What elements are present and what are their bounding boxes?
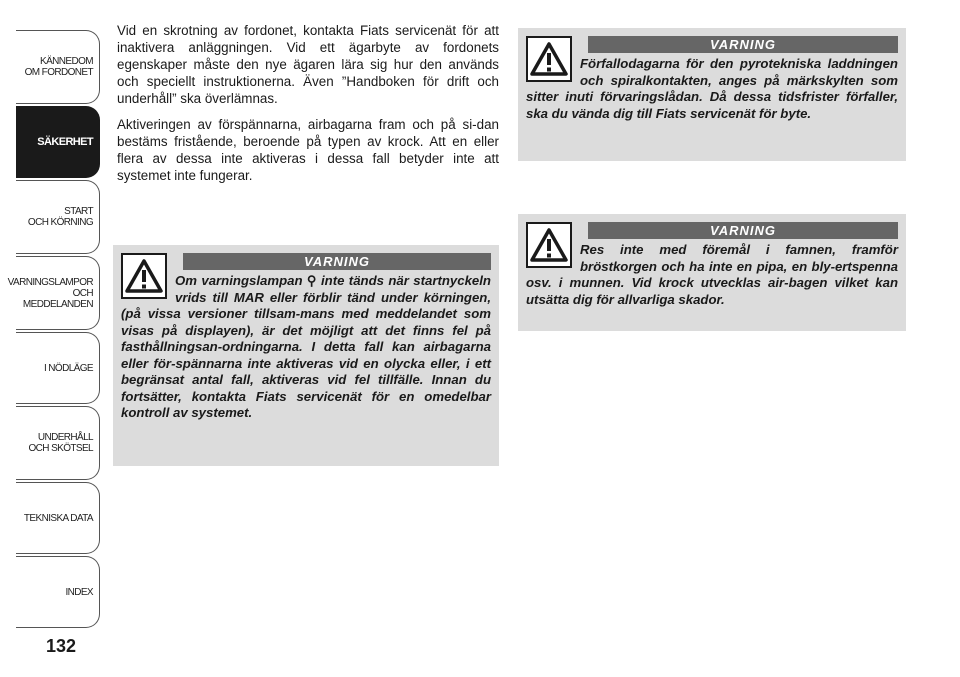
tab-underhall-och-skotsel[interactable] [16,406,100,480]
tab-label: KÄNNEDOM OM FORDONET [24,56,93,78]
tab-label: I NÖDLÄGE [43,362,93,374]
warning-box-airbag-lamp [113,245,499,466]
warning-box-pyrotechnic [518,28,906,161]
tab-label: TEKNISKA DATA [23,512,93,524]
tab-index[interactable] [16,556,100,628]
tab-kannedom-om-fordonet[interactable] [16,30,100,104]
warning-text: Förfallodagarna för den pyrotekniska laddningen och spiralkontakten, anges på märkskylten som sitter inuti förvaringslådan. Då dessa tidsfrister förfaller, ska du vända dig till Fiats servicenät för byte. [526,56,898,121]
warning-title: VARNING [588,222,898,239]
warning-box-objects-lap [518,214,906,331]
warning-triangle-icon [121,253,167,299]
tab-varningslampor[interactable] [7,256,100,330]
tab-tekniska-data[interactable] [16,482,100,554]
warning-title: VARNING [183,253,491,270]
tab-label: VARNINGSLAMPOR OCH MEDDELANDEN [7,276,93,310]
tab-start-och-korning[interactable] [16,180,100,254]
intro-text [117,22,499,193]
airbag-warning-lamp-icon: ⚲ [306,273,317,288]
intro-paragraph-2: Aktiveringen av förspännarna, airbagarna fram och på si-dan bestäms fristående, beroende på typen av krock. Att en eller flera av dessa inte aktiveras i dessa fall betyder inte att systemet inte fungerar. [117,117,499,183]
tab-i-nodlage[interactable] [16,332,100,404]
tab-label: INDEX [65,586,93,598]
warning-triangle-icon [526,222,572,268]
warning-text [121,273,491,422]
warning-text-start: Om varningslampan [175,273,307,288]
tab-sakerhet[interactable] [16,106,100,178]
tab-label: SÄKERHET [37,135,93,148]
page-number: 132 [46,636,77,656]
warning-text-end: inte tänds när startnyckeln vrids till MAR eller förblir tänd under körningen, (på vissa versioner tillsam-mans med meddelandet som visas på displayen), är det möjligt att det finns fel på fasthållningsan-ordningarna. I detta fall kan airbagarna eller för-spännarna inte aktiveras vid en olycka eller, i ett begränsat antal fall, aktiveras vid fel tillfälle. Innan du fortsätter, kontakta Fiats servicenät för en omedelbar kontroll av systemet. [121,273,491,420]
intro-paragraph-1: Vid en skrotning av fordonet, kontakta Fiats servicenät för att inaktivera anläggningen. Vid ett ägarbyte av fordonets egenskaper måste den nye ägaren lära sig hur den används och speciellt instruktionerna. Även ”Handboken för drift och underhåll” ska överlämnas. [117,23,499,106]
tab-label: UNDERHÅLL OCH SKÖTSEL [28,432,93,454]
tab-label: START OCH KÖRNING [27,206,93,228]
warning-title: VARNING [588,36,898,53]
warning-text: Res inte med föremål i famnen, framför bröstkorgen och ha inte en pipa, en bly-ertspenna osv. i munnen. Vid krock utvecklas air-bagen vilket kan utsätta dig för allvarliga skador. [526,242,898,307]
warning-triangle-icon [526,36,572,82]
